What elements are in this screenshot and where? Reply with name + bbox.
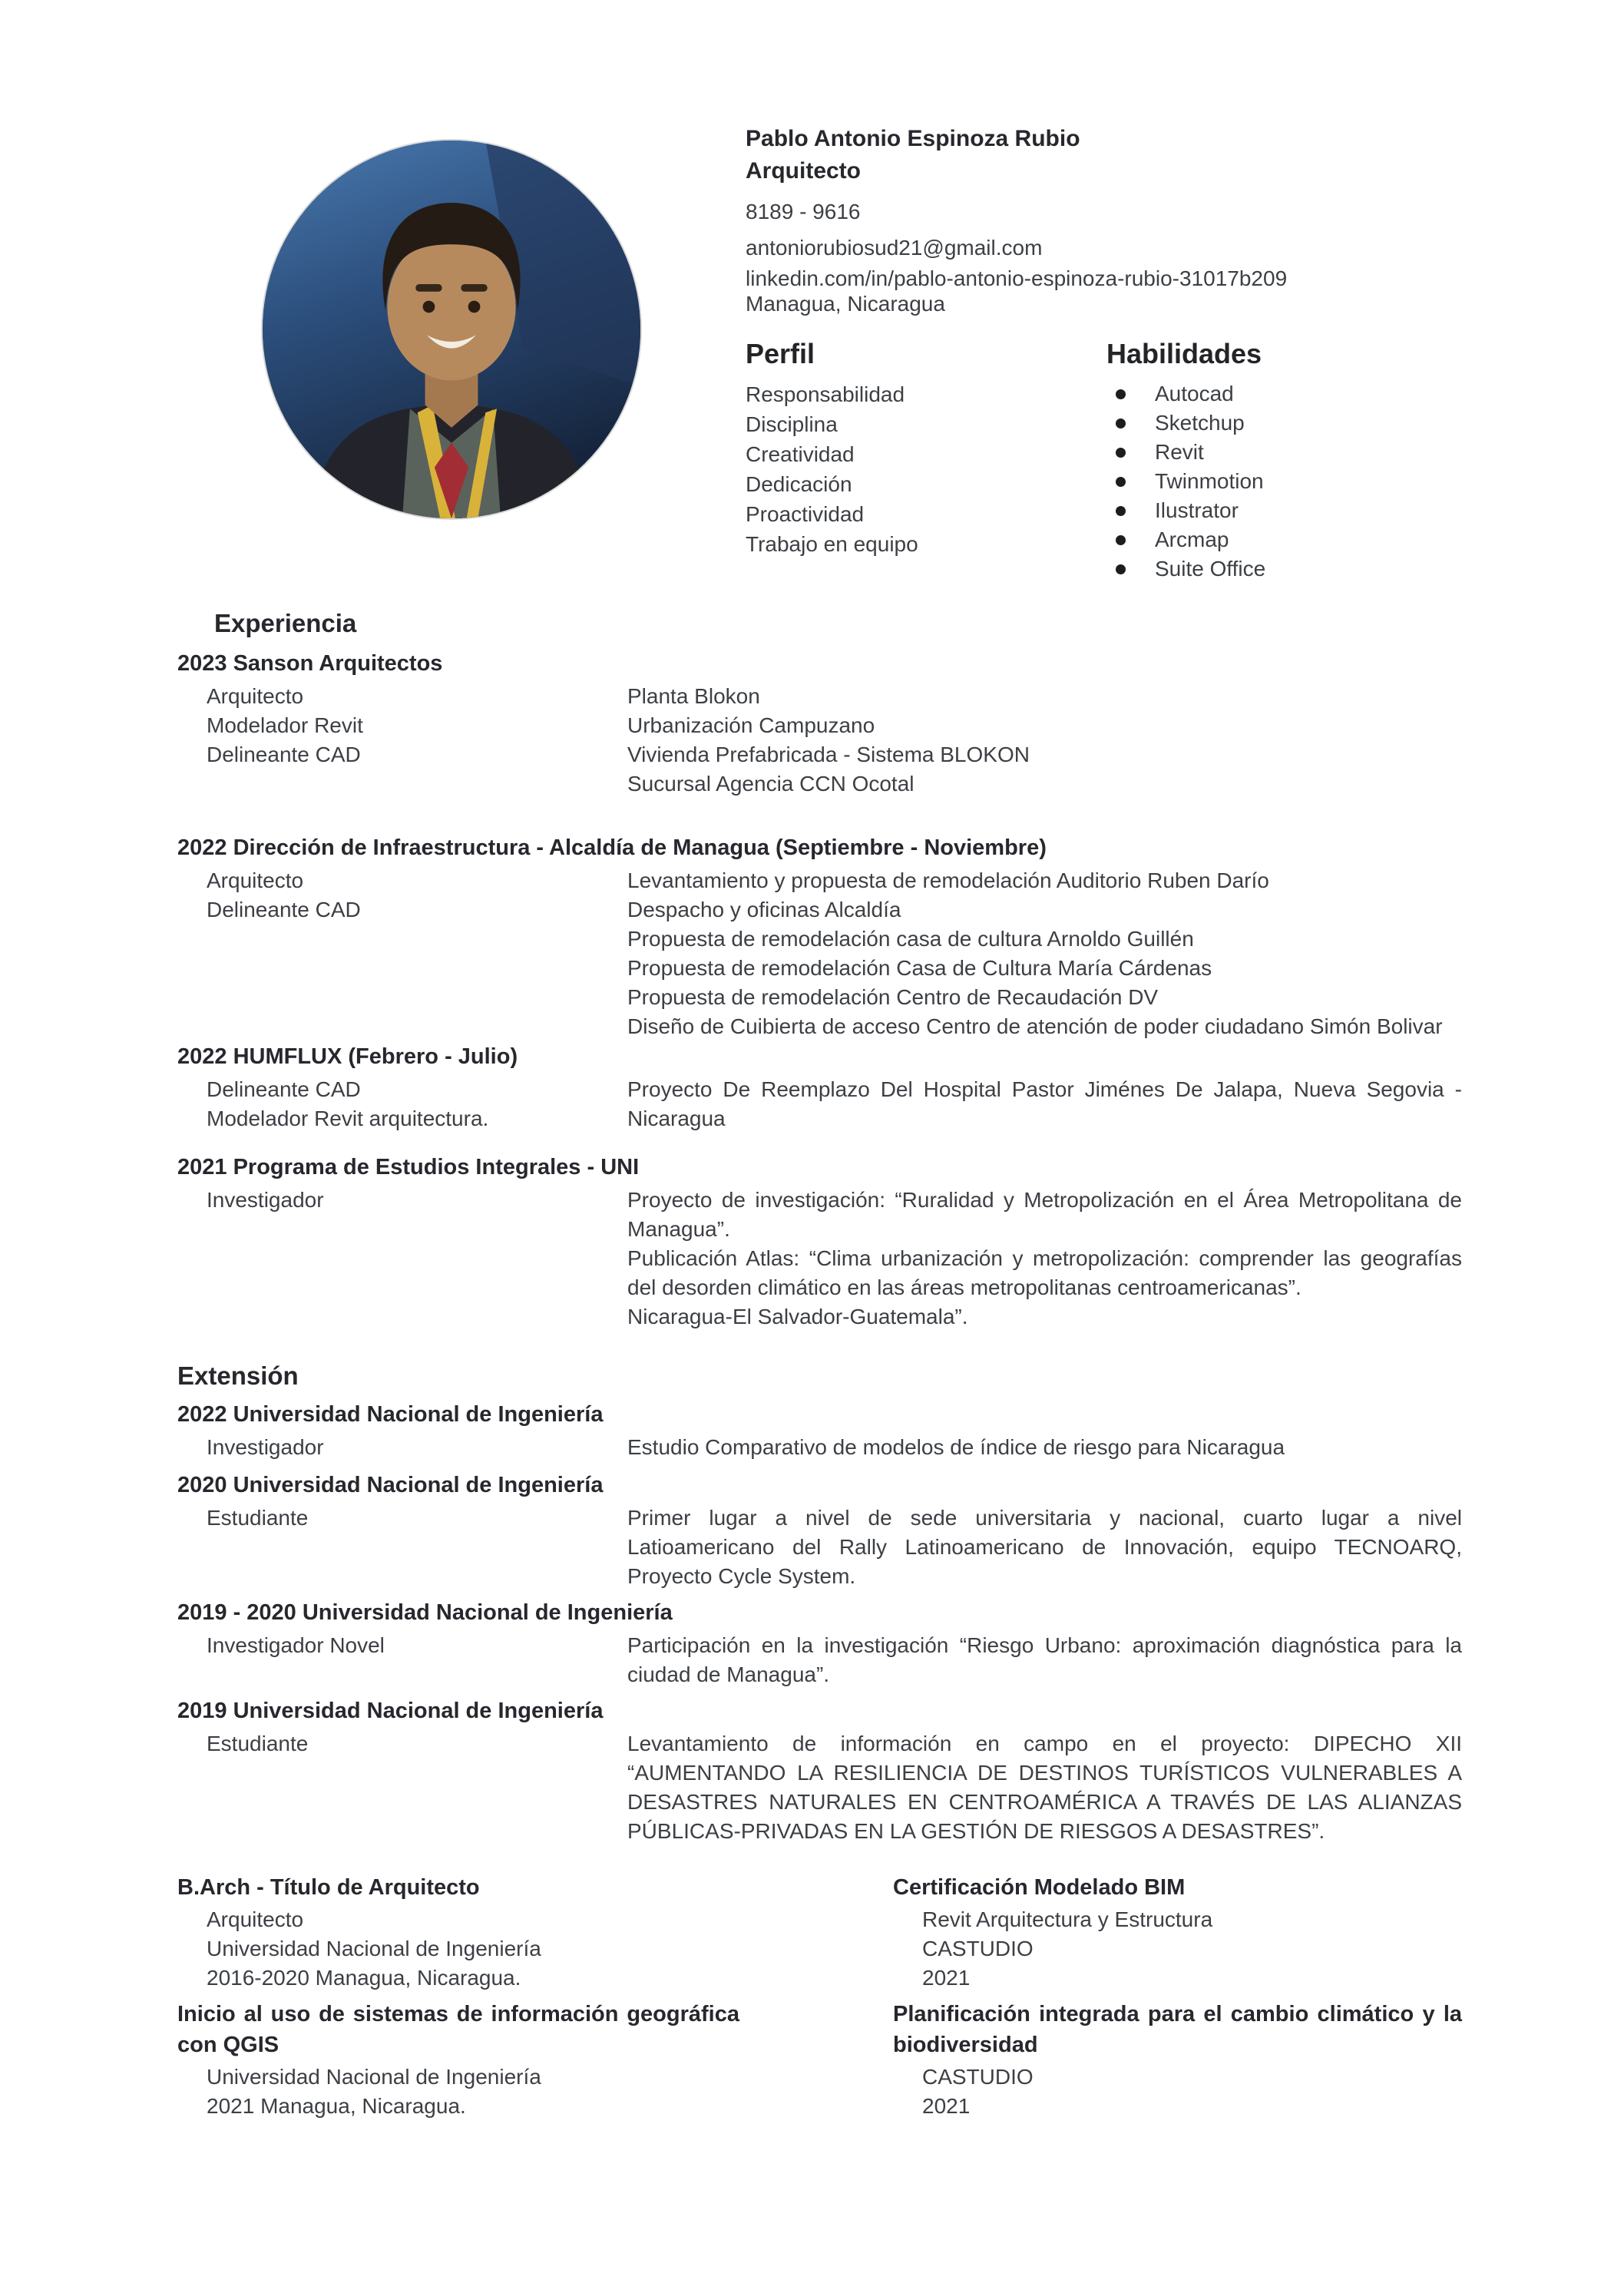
detail-item: Propuesta de remodelación Casa de Cultura María Cárdenas bbox=[627, 956, 1212, 980]
skill-item bbox=[1106, 438, 1475, 467]
experience-entry-title: 2022 Dirección de Infraestructura - Alcaldía de Managua (Septiembre - Noviembre) bbox=[177, 835, 1047, 860]
degree-line: 2016-2020 Managua, Nicaragua. bbox=[207, 1966, 521, 1990]
profile-photo bbox=[263, 141, 640, 518]
role-item: Estudiante bbox=[207, 1506, 309, 1530]
skill-label: Twinmotion bbox=[1155, 469, 1264, 493]
certification-details bbox=[893, 1905, 1462, 1993]
habilidades-list bbox=[1106, 379, 1475, 584]
extension-entry bbox=[177, 1470, 1462, 1591]
bullet-icon bbox=[1116, 419, 1126, 428]
extension-entry-title: 2020 Universidad Nacional de Ingeniería bbox=[177, 1473, 604, 1497]
skill-item bbox=[1106, 467, 1475, 496]
roles-column bbox=[177, 866, 627, 1041]
role-item: Modelador Revit arquitectura. bbox=[207, 1107, 489, 1130]
role-item: Delineante CAD bbox=[207, 898, 361, 921]
experience-entry bbox=[177, 832, 1462, 1041]
certification-title: Planificación integrada para el cambio climático y la biodiversidad bbox=[893, 2002, 1462, 2057]
perfil-item: Disciplina bbox=[746, 412, 838, 436]
degree-entry bbox=[177, 1872, 739, 1993]
details-column bbox=[627, 1504, 1462, 1591]
role-item: Delineante CAD bbox=[207, 743, 361, 766]
extension-entry-title: 2019 Universidad Nacional de Ingeniería bbox=[177, 1699, 604, 1723]
certification-line: 2021 bbox=[922, 2094, 971, 2118]
detail-item: Sucursal Agencia CCN Ocotal bbox=[627, 772, 915, 796]
education-section bbox=[177, 1872, 1462, 2127]
skill-item bbox=[1106, 554, 1475, 584]
header-info bbox=[746, 123, 1475, 584]
detail-item: Propuesta de remodelación Centro de Recaudación DV bbox=[627, 985, 1159, 1009]
role-item: Investigador bbox=[207, 1188, 324, 1212]
degree-entry bbox=[177, 1999, 739, 2121]
certification-line: CASTUDIO bbox=[922, 1937, 1034, 1960]
perfil-item: Trabajo en equipo bbox=[746, 532, 918, 556]
experience-entry bbox=[177, 1041, 1462, 1133]
roles-column bbox=[177, 682, 627, 799]
profile-skills-row bbox=[746, 336, 1475, 584]
extension-entry-body bbox=[177, 1433, 1462, 1462]
details-column bbox=[627, 1729, 1462, 1846]
details-column bbox=[627, 866, 1462, 1041]
role-item: Arquitecto bbox=[207, 684, 304, 708]
certification-entry bbox=[893, 1872, 1462, 1993]
role-item: Arquitecto bbox=[207, 868, 304, 892]
bullet-icon bbox=[1116, 477, 1126, 487]
skill-item bbox=[1106, 496, 1475, 525]
avatar-illustration bbox=[263, 141, 640, 518]
header bbox=[0, 0, 1624, 607]
skill-item bbox=[1106, 409, 1475, 438]
certification-line: CASTUDIO bbox=[922, 2065, 1034, 2089]
certification-line: 2021 bbox=[922, 1966, 971, 1990]
experience-entry-title: 2022 HUMFLUX (Febrero - Julio) bbox=[177, 1044, 518, 1069]
detail-item: Levantamiento de información en campo en el proyecto: DIPECHO XII “AUMENTANDO LA RESILIENCIA DE DESTINOS TURÍSTICOS VULNERABLES A DESASTRES NATURALES EN CENTROAMÉRICA A TRAVÉS DE LAS ALIANZAS PÚBLICAS-PRIVADAS EN LA GESTIÓN DE RIESGOS A DESASTRES”. bbox=[627, 1732, 1462, 1843]
linkedin-url: linkedin.com/in/pablo-antonio-espinoza-rubio-31017b209 bbox=[746, 266, 1288, 290]
roles-column bbox=[177, 1075, 627, 1133]
experience-entry-title: 2023 Sanson Arquitectos bbox=[177, 651, 443, 676]
bullet-icon bbox=[1116, 564, 1126, 574]
detail-item: Urbanización Campuzano bbox=[627, 713, 875, 737]
details-column bbox=[627, 1631, 1462, 1689]
role-item: Estudiante bbox=[207, 1732, 309, 1755]
skill-item bbox=[1106, 379, 1475, 409]
perfil-item: Proactividad bbox=[746, 502, 865, 526]
bullet-icon bbox=[1116, 506, 1126, 516]
detail-item: Vivienda Prefabricada - Sistema BLOKON bbox=[627, 743, 1030, 766]
details-column bbox=[627, 1433, 1462, 1462]
bullet-icon bbox=[1116, 535, 1126, 545]
main-content bbox=[177, 607, 1462, 2127]
certification-details bbox=[893, 2063, 1462, 2121]
perfil-list bbox=[746, 379, 1106, 559]
extension-entry bbox=[177, 1597, 1462, 1689]
degree-line: Universidad Nacional de Ingeniería bbox=[207, 1937, 541, 1960]
certification-title: Certificación Modelado BIM bbox=[893, 1875, 1186, 1900]
roles-column bbox=[177, 1631, 627, 1689]
detail-item: Proyecto De Reemplazo Del Hospital Pastor Jiménes De Jalapa, Nueva Segovia - Nicaragua bbox=[627, 1077, 1462, 1130]
experience-entry bbox=[177, 648, 1462, 799]
details-column bbox=[627, 682, 1462, 799]
degree-details bbox=[177, 1905, 739, 1993]
detail-item: Primer lugar a nivel de sede universitaria y nacional, cuarto lugar a nivel Latioamericano del Rally Latinoamericano de Innovación, equipo TECNOARQ, Proyecto Cycle System. bbox=[627, 1506, 1462, 1588]
phone-number: 8189 - 9616 bbox=[746, 200, 861, 223]
detail-item: Proyecto de investigación: “Ruralidad y Metropolización en el Área Metropolitana de Managua”. bbox=[627, 1188, 1462, 1241]
skill-label: Arcmap bbox=[1155, 528, 1229, 551]
detail-item: Nicaragua-El Salvador-Guatemala”. bbox=[627, 1305, 968, 1328]
experiencia-heading: Experiencia bbox=[214, 609, 357, 637]
roles-column bbox=[177, 1729, 627, 1846]
degree-details bbox=[177, 2063, 739, 2121]
extension-entry bbox=[177, 1399, 1462, 1462]
detail-item: Propuesta de remodelación casa de cultura Arnoldo Guillén bbox=[627, 927, 1194, 951]
role-item: Modelador Revit bbox=[207, 713, 363, 737]
roles-column bbox=[177, 1504, 627, 1591]
experience-entry-body bbox=[177, 866, 1462, 1041]
detail-item: Despacho y oficinas Alcaldía bbox=[627, 898, 901, 921]
degree-line: Arquitecto bbox=[207, 1907, 304, 1931]
perfil-item: Dedicación bbox=[746, 472, 852, 496]
details-column bbox=[627, 1075, 1462, 1133]
extension-entry-title: 2022 Universidad Nacional de Ingeniería bbox=[177, 1402, 604, 1427]
detail-item: Publicación Atlas: “Clima urbanización y metropolización: comprender las geografías del desorden climático en las áreas metropolitanas centroamericanas”. bbox=[627, 1246, 1462, 1299]
extension-entry-title: 2019 - 2020 Universidad Nacional de Ingeniería bbox=[177, 1600, 673, 1625]
extension-entry-body bbox=[177, 1504, 1462, 1591]
experience-entry-body bbox=[177, 1075, 1462, 1133]
perfil-heading: Perfil bbox=[746, 338, 815, 369]
role-item: Delineante CAD bbox=[207, 1077, 361, 1101]
detail-item: Participación en la investigación “Riesgo Urbano: aproximación diagnóstica para la ciudad de Managua”. bbox=[627, 1633, 1462, 1686]
degree-title: Inicio al uso de sistemas de información geográfica con QGIS bbox=[177, 2002, 739, 2057]
experience-entry bbox=[177, 1152, 1462, 1332]
roles-column bbox=[177, 1186, 627, 1332]
extension-entry-body bbox=[177, 1729, 1462, 1846]
experience-entry-body bbox=[177, 1186, 1462, 1332]
perfil-section bbox=[746, 336, 1106, 584]
person-title: Arquitecto bbox=[746, 158, 861, 184]
extension-entry bbox=[177, 1696, 1462, 1846]
experience-entry-title: 2021 Programa de Estudios Integrales - UNI bbox=[177, 1155, 640, 1179]
detail-item: Levantamiento y propuesta de remodelación Auditorio Ruben Darío bbox=[627, 868, 1269, 892]
email-address: antoniorubiosud21@gmail.com bbox=[746, 236, 1043, 260]
skill-item bbox=[1106, 525, 1475, 554]
education-column bbox=[177, 1872, 893, 2127]
bullet-icon bbox=[1116, 448, 1126, 458]
habilidades-section bbox=[1106, 336, 1475, 584]
details-column bbox=[627, 1186, 1462, 1332]
skill-label: Ilustrator bbox=[1155, 498, 1239, 522]
degree-line: Universidad Nacional de Ingeniería bbox=[207, 2065, 541, 2089]
degree-title: B.Arch - Título de Arquitecto bbox=[177, 1875, 480, 1900]
skill-label: Autocad bbox=[1155, 382, 1234, 405]
skill-label: Sketchup bbox=[1155, 411, 1245, 435]
certification-line: Revit Arquitectura y Estructura bbox=[922, 1907, 1213, 1931]
bullet-icon bbox=[1116, 389, 1126, 399]
role-item: Investigador bbox=[207, 1435, 324, 1459]
role-item: Investigador Novel bbox=[207, 1633, 385, 1657]
detail-item: Diseño de Cuibierta de acceso Centro de atención de poder ciudadano Simón Bolivar bbox=[627, 1014, 1443, 1038]
detail-item: Estudio Comparativo de modelos de índice de riesgo para Nicaragua bbox=[627, 1435, 1285, 1459]
roles-column bbox=[177, 1433, 627, 1462]
skill-label: Revit bbox=[1155, 440, 1204, 464]
person-name: Pablo Antonio Espinoza Rubio bbox=[746, 126, 1080, 151]
certification-entry bbox=[893, 1999, 1462, 2121]
certification-column bbox=[893, 1872, 1462, 2127]
skill-label: Suite Office bbox=[1155, 557, 1266, 581]
perfil-item: Responsabilidad bbox=[746, 382, 905, 406]
location-text: Managua, Nicaragua bbox=[746, 292, 945, 316]
degree-line: 2021 Managua, Nicaragua. bbox=[207, 2094, 466, 2118]
perfil-item: Creatividad bbox=[746, 442, 855, 466]
detail-item: Planta Blokon bbox=[627, 684, 760, 708]
extension-entry-body bbox=[177, 1631, 1462, 1689]
habilidades-heading: Habilidades bbox=[1106, 338, 1262, 369]
experience-entry-body bbox=[177, 682, 1462, 799]
extension-heading: Extensión bbox=[177, 1361, 299, 1390]
